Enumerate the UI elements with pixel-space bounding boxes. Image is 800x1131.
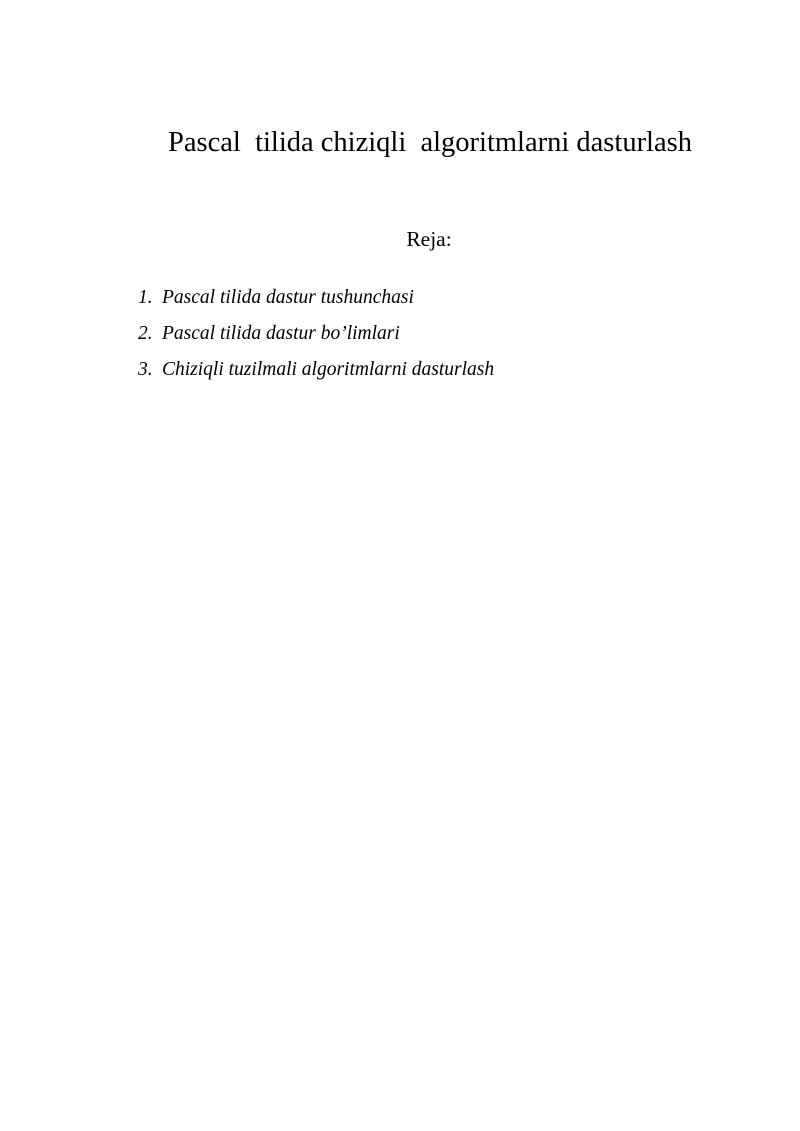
list-item (138, 316, 494, 352)
document-title: Pascal tilida chiziqli algoritmlarni dasturlash (168, 127, 692, 158)
plan-list (138, 280, 494, 388)
list-item (138, 280, 494, 316)
list-item-number: 2. (138, 323, 153, 344)
plan-heading: Reja: (406, 227, 452, 251)
list-item-number: 3. (138, 359, 153, 380)
list-item-text: Chiziqli tuzilmali algoritmlarni dasturlash (162, 359, 495, 380)
list-item-text: Pascal tilida dastur tushunchasi (162, 287, 414, 308)
list-item-text: Pascal tilida dastur bo’limlari (162, 323, 400, 344)
list-item (138, 352, 494, 388)
list-item-number: 1. (138, 287, 153, 308)
